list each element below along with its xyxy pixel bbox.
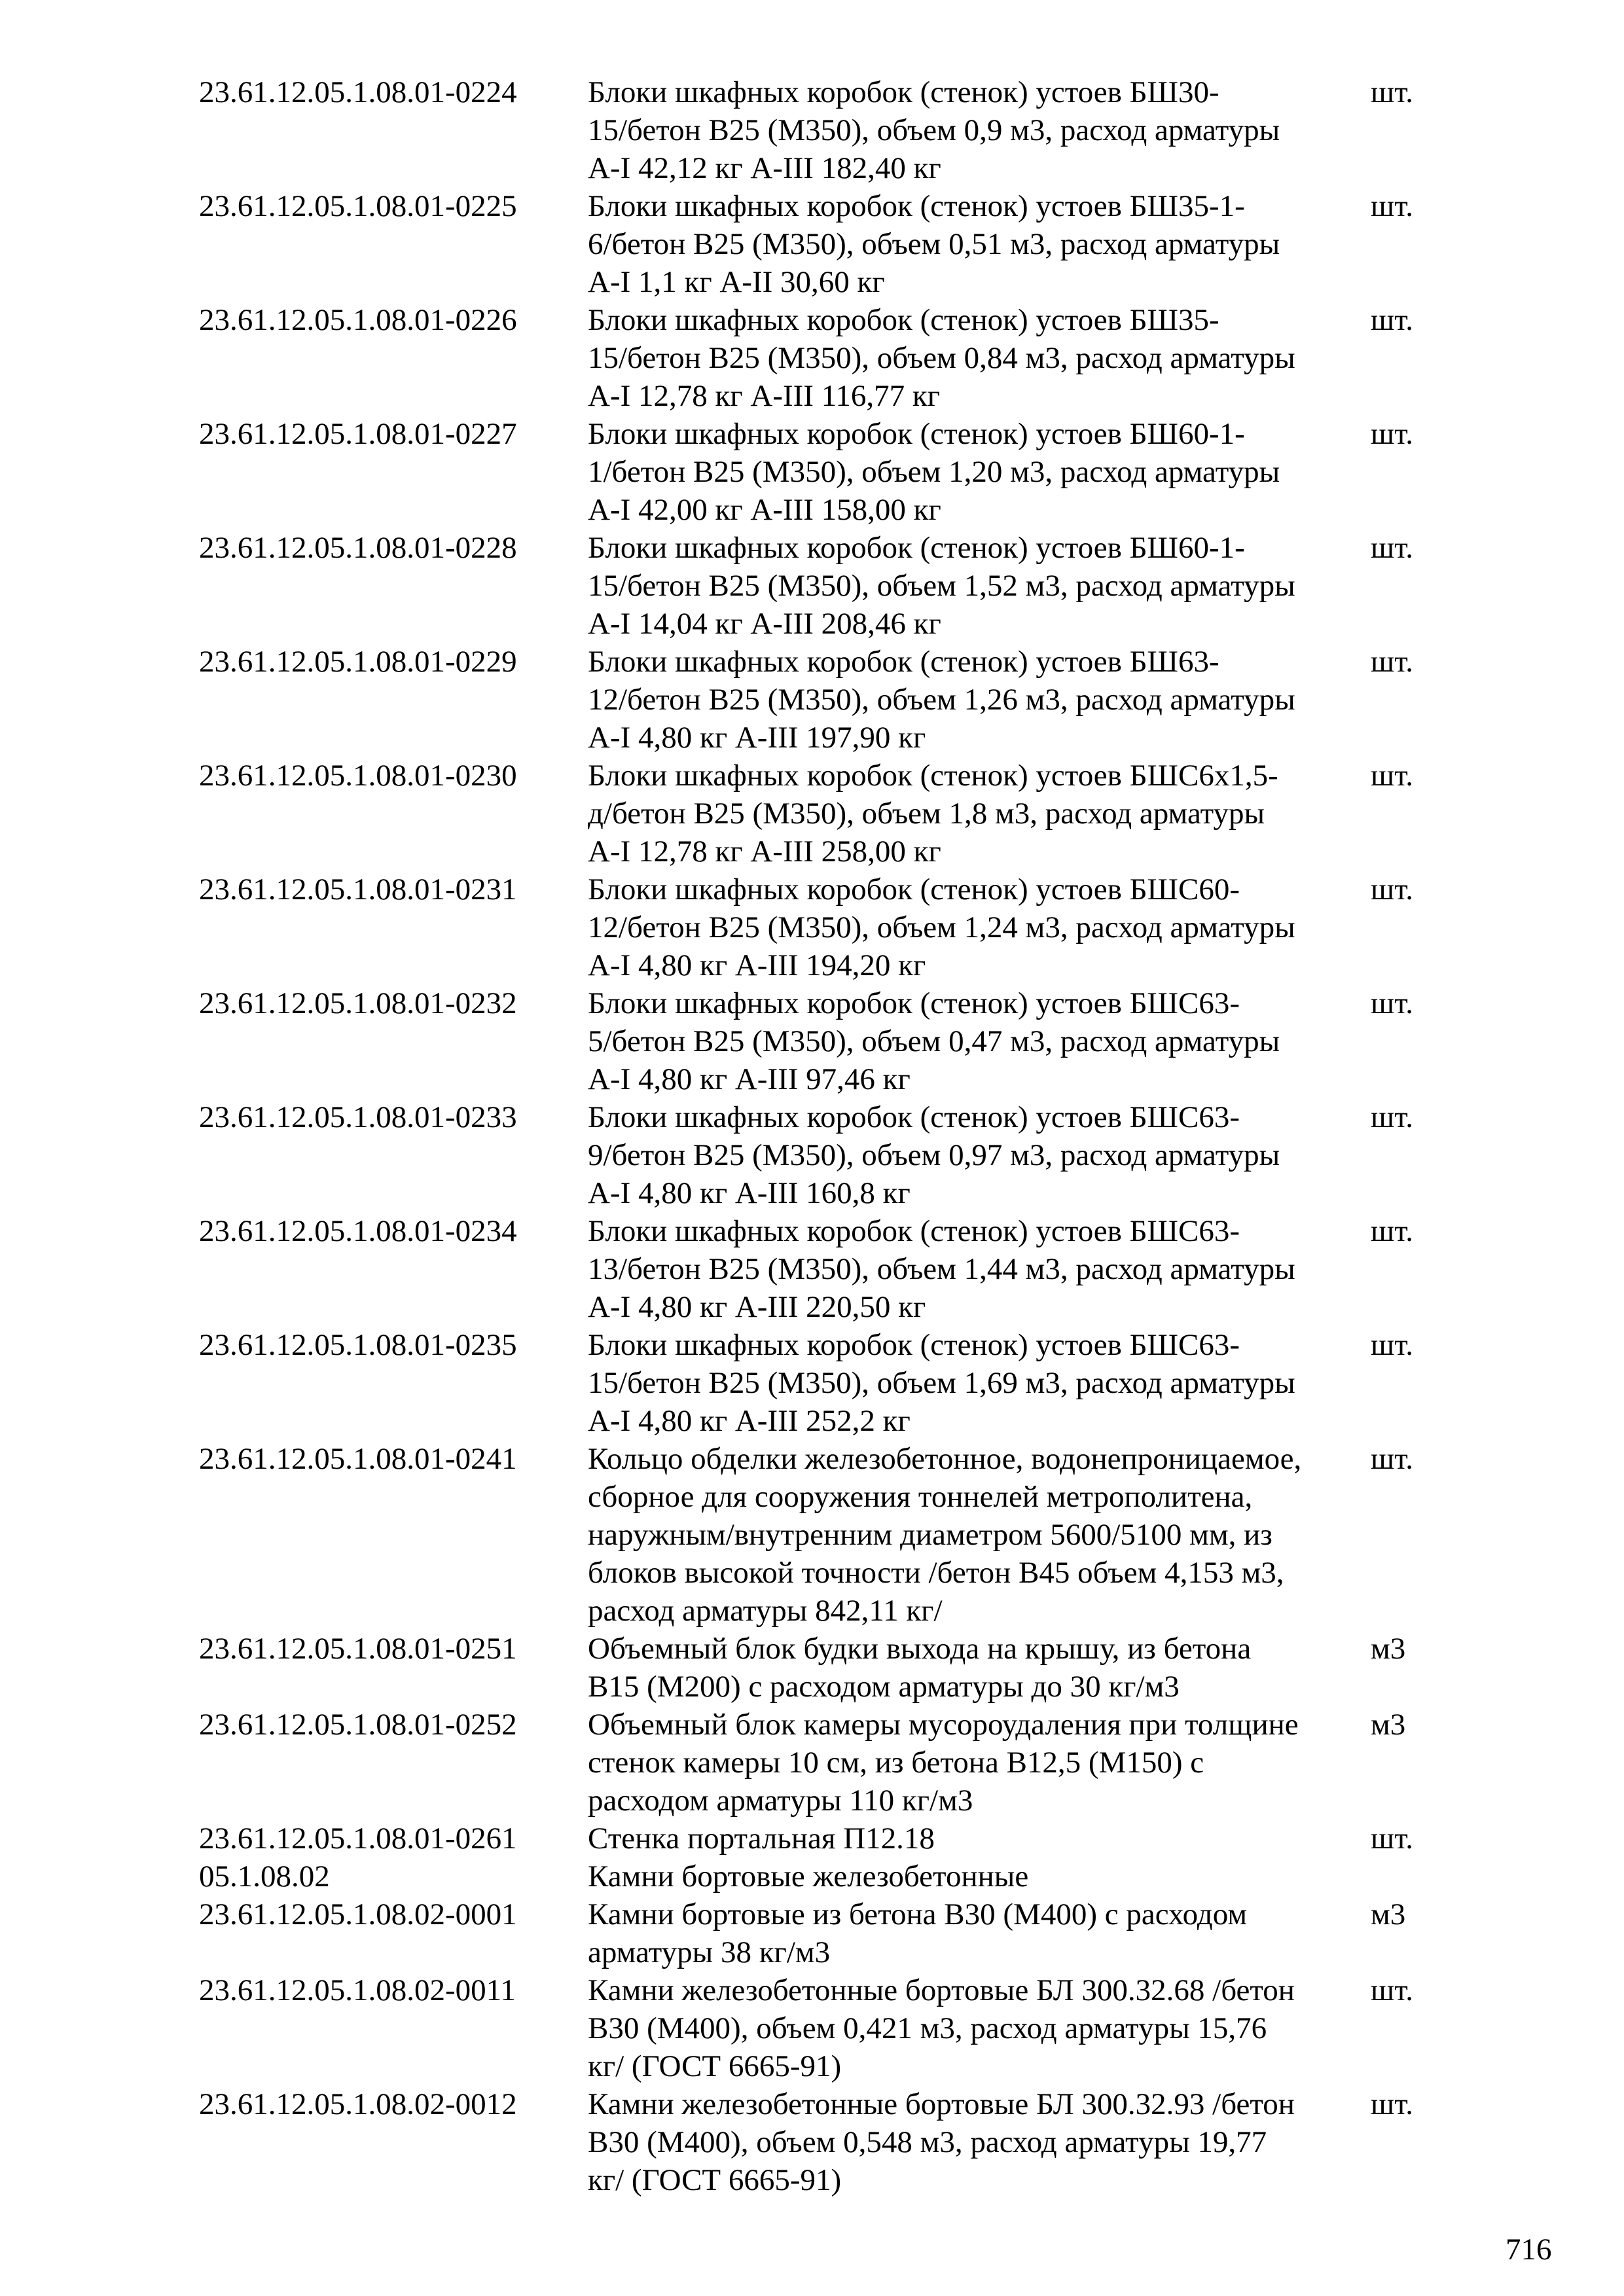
description-line: Блоки шкафных коробок (стенок) устоев БШС63- (588, 1214, 1240, 1248)
item-description (588, 1440, 1301, 1630)
description-line: А-I 1,1 кг А-II 30,60 кг (588, 265, 885, 299)
description-line: А-I 4,80 кг А-III 97,46 кг (588, 1062, 911, 1096)
list-item (0, 301, 1624, 415)
item-code: 23.61.12.05.1.08.01-0230 (199, 759, 517, 793)
description-line: расход арматуры 842,11 кг/ (588, 1594, 943, 1628)
description-line: Камни бортовые из бетона В30 (М400) с расходом (588, 1897, 1248, 1931)
description-line: А-I 4,80 кг А-III 197,90 кг (588, 721, 926, 755)
list-item (0, 529, 1624, 643)
list-item (0, 2085, 1624, 2199)
description-line: арматуры 38 кг/м3 (588, 1935, 831, 1969)
description-line: Кольцо обделки железобетонное, водонепроницаемое, (588, 1442, 1302, 1476)
description-line: Блоки шкафных коробок (стенок) устоев БШ60-1- (588, 417, 1245, 451)
description-line: Объемный блок камеры мусороудаления при толщине (588, 1708, 1299, 1742)
description-line: А-I 4,80 кг А-III 252,2 кг (588, 1404, 911, 1438)
description-line: Объемный блок будки выхода на крышу, из бетона (588, 1632, 1252, 1666)
item-description (588, 529, 1295, 643)
description-line: Блоки шкафных коробок (стенок) устоев БШС63- (588, 1100, 1240, 1134)
description-line: 5/бетон В25 (М350), объем 0,47 м3, расход арматуры (588, 1024, 1280, 1058)
item-description (588, 73, 1280, 187)
item-code: 23.61.12.05.1.08.02-0001 (199, 1897, 517, 1931)
list-item (0, 1098, 1624, 1212)
list-item (0, 1706, 1624, 1820)
description-line: 9/бетон В25 (М350), объем 0,97 м3, расход арматуры (588, 1138, 1280, 1172)
item-description (588, 1971, 1295, 2085)
description-line: Стенка портальная П12.18 (588, 1821, 935, 1856)
item-code: 23.61.12.05.1.08.02-0011 (199, 1973, 516, 2007)
description-line: В30 (М400), объем 0,548 м3, расход арматуры 19,77 (588, 2125, 1267, 2159)
description-line: стенок камеры 10 см, из бетона В12,5 (М150) с (588, 1746, 1204, 1780)
description-line: расходом арматуры 110 кг/м3 (588, 1784, 973, 1818)
list-item (0, 1895, 1624, 1971)
list-item (0, 73, 1624, 187)
item-description (588, 1706, 1299, 1820)
item-unit: шт. (1371, 1214, 1413, 1248)
list-item (0, 187, 1624, 301)
item-description (588, 1630, 1251, 1706)
item-unit: шт. (1371, 1821, 1413, 1856)
item-description (588, 1212, 1295, 1326)
description-line: 15/бетон В25 (М350), объем 0,9 м3, расход арматуры (588, 113, 1280, 147)
list-item (0, 870, 1624, 984)
item-description (588, 301, 1295, 415)
item-unit: шт. (1371, 417, 1413, 451)
item-unit: шт. (1371, 189, 1413, 223)
description-line: 6/бетон В25 (М350), объем 0,51 м3, расход арматуры (588, 227, 1280, 261)
item-unit: шт. (1371, 645, 1413, 679)
description-line: Камни железобетонные бортовые БЛ 300.32.68 /бетон (588, 1973, 1295, 2007)
item-unit: шт. (1371, 872, 1413, 906)
description-line: Блоки шкафных коробок (стенок) устоев БШ63- (588, 645, 1219, 679)
item-code: 05.1.08.02 (199, 1859, 330, 1893)
item-unit: шт. (1371, 75, 1413, 109)
description-line: А-I 4,80 кг А-III 194,20 кг (588, 948, 926, 982)
item-unit: м3 (1371, 1897, 1406, 1931)
description-line: Блоки шкафных коробок (стенок) устоев БШ35-1- (588, 189, 1245, 223)
list-item (0, 1212, 1624, 1326)
item-code: 23.61.12.05.1.08.01-0231 (199, 872, 517, 906)
description-line: 15/бетон В25 (М350), объем 0,84 м3, расход арматуры (588, 341, 1295, 375)
description-line: А-I 4,80 кг А-III 160,8 кг (588, 1176, 911, 1210)
description-line: Камни железобетонные бортовые БЛ 300.32.93 /бетон (588, 2087, 1295, 2121)
description-line: 15/бетон В25 (М350), объем 1,52 м3, расход арматуры (588, 569, 1295, 603)
description-line: А-I 42,00 кг А-III 158,00 кг (588, 493, 941, 527)
description-line: 12/бетон В25 (М350), объем 1,24 м3, расход арматуры (588, 910, 1295, 944)
item-code: 23.61.12.05.1.08.01-0226 (199, 303, 517, 337)
item-code: 23.61.12.05.1.08.01-0233 (199, 1100, 517, 1134)
list-item (0, 1630, 1624, 1706)
item-description (588, 757, 1278, 870)
description-line: Блоки шкафных коробок (стенок) устоев БШС63- (588, 1328, 1240, 1362)
item-unit: шт. (1371, 2087, 1413, 2121)
item-unit: шт. (1371, 986, 1413, 1020)
description-line: А-I 42,12 кг А-III 182,40 кг (588, 151, 941, 185)
item-code: 23.61.12.05.1.08.01-0241 (199, 1442, 517, 1476)
description-line: блоков высокой точности /бетон В45 объем 4,153 м3, (588, 1556, 1284, 1590)
description-line: Камни бортовые железобетонные (588, 1859, 1029, 1893)
item-unit: шт. (1371, 759, 1413, 793)
description-line: Блоки шкафных коробок (стенок) устоев БШС63- (588, 986, 1240, 1020)
item-code: 23.61.12.05.1.08.01-0251 (199, 1632, 517, 1666)
item-code: 23.61.12.05.1.08.01-0225 (199, 189, 517, 223)
item-unit: шт. (1371, 531, 1413, 565)
item-description (588, 643, 1295, 757)
description-line: кг/ (ГОСТ 6665-91) (588, 2163, 842, 2197)
description-line: Блоки шкафных коробок (стенок) устоев БШС60- (588, 872, 1240, 906)
description-line: Блоки шкафных коробок (стенок) устоев БШС6х1,5- (588, 759, 1278, 793)
item-code: 23.61.12.05.1.08.01-0261 (199, 1821, 517, 1856)
description-line: наружным/внутренним диаметром 5600/5100 мм, из (588, 1518, 1272, 1552)
description-line: В30 (М400), объем 0,421 м3, расход арматуры 15,76 (588, 2011, 1267, 2045)
entries-list (0, 73, 1624, 2199)
item-description (588, 415, 1280, 529)
description-line: А-I 4,80 кг А-III 220,50 кг (588, 1290, 926, 1324)
item-code: 23.61.12.05.1.08.01-0234 (199, 1214, 517, 1248)
item-unit: шт. (1371, 1328, 1413, 1362)
item-description (588, 1895, 1247, 1971)
description-line: сборное для сооружения тоннелей метрополитена, (588, 1480, 1253, 1514)
description-line: Блоки шкафных коробок (стенок) устоев БШ35- (588, 303, 1219, 337)
description-line: В15 (М200) с расходом арматуры до 30 кг/м3 (588, 1670, 1180, 1704)
item-description (588, 2085, 1295, 2199)
item-description (588, 1857, 1028, 1895)
item-unit: шт. (1371, 1973, 1413, 2007)
list-item (0, 1971, 1624, 2085)
item-code: 23.61.12.05.1.08.01-0235 (199, 1328, 517, 1362)
item-unit: шт. (1371, 1442, 1413, 1476)
description-line: А-I 12,78 кг А-III 116,77 кг (588, 379, 941, 413)
list-item (0, 757, 1624, 870)
page-number: 716 (1506, 2233, 1552, 2267)
description-line: А-I 14,04 кг А-III 208,46 кг (588, 607, 941, 641)
description-line: 15/бетон В25 (М350), объем 1,69 м3, расход арматуры (588, 1366, 1295, 1400)
description-line: 1/бетон В25 (М350), объем 1,20 м3, расход арматуры (588, 455, 1280, 489)
item-description (588, 1820, 935, 1857)
list-item (0, 1440, 1624, 1630)
item-unit: шт. (1371, 303, 1413, 337)
description-line: А-I 12,78 кг А-III 258,00 кг (588, 834, 941, 869)
list-item (0, 984, 1624, 1098)
item-unit: м3 (1371, 1632, 1406, 1666)
description-line: кг/ (ГОСТ 6665-91) (588, 2049, 842, 2083)
item-unit: м3 (1371, 1708, 1406, 1742)
item-description (588, 1326, 1295, 1440)
list-item (0, 1857, 1624, 1895)
list-item (0, 1820, 1624, 1857)
item-code: 23.61.12.05.1.08.01-0229 (199, 645, 517, 679)
description-line: Блоки шкафных коробок (стенок) устоев БШ30- (588, 75, 1219, 109)
description-line: д/бетон В25 (М350), объем 1,8 м3, расход арматуры (588, 797, 1265, 831)
item-code: 23.61.12.05.1.08.01-0224 (199, 75, 517, 109)
item-description (588, 870, 1295, 984)
list-item (0, 643, 1624, 757)
item-code: 23.61.12.05.1.08.02-0012 (199, 2087, 517, 2121)
item-description (588, 984, 1280, 1098)
list-item (0, 415, 1624, 529)
item-description (588, 1098, 1280, 1212)
description-line: 13/бетон В25 (М350), объем 1,44 м3, расход арматуры (588, 1252, 1295, 1286)
item-code: 23.61.12.05.1.08.01-0232 (199, 986, 517, 1020)
list-item (0, 1326, 1624, 1440)
description-line: 12/бетон В25 (М350), объем 1,26 м3, расход арматуры (588, 683, 1295, 717)
item-code: 23.61.12.05.1.08.01-0228 (199, 531, 517, 565)
item-code: 23.61.12.05.1.08.01-0252 (199, 1708, 517, 1742)
item-unit: шт. (1371, 1100, 1413, 1134)
item-description (588, 187, 1280, 301)
item-code: 23.61.12.05.1.08.01-0227 (199, 417, 517, 451)
description-line: Блоки шкафных коробок (стенок) устоев БШ60-1- (588, 531, 1245, 565)
